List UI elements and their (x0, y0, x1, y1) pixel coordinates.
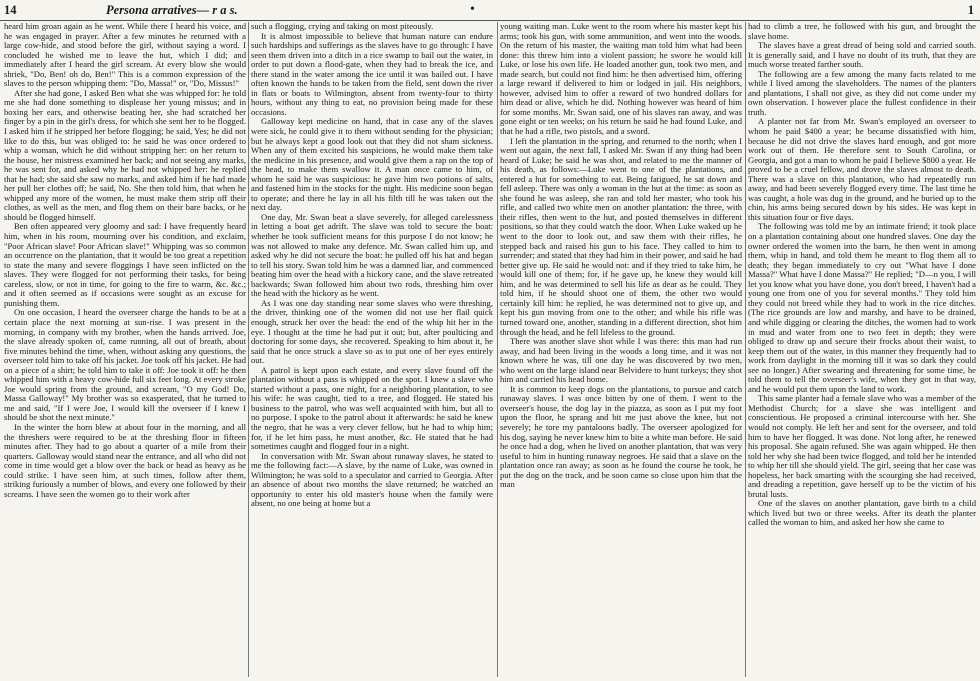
paragraph: The following are a few among the many facts related to me while I lived among the slaveholders. The names of the planters and plantations, I shall not give, as they did not come under my own observation. I however place the fullest confidence in their truth. (748, 68, 976, 117)
column-rule (248, 22, 249, 677)
paragraph: In the winter the horn blew at about four in the morning, and all the threshers were required to be at the threshing floor in fifteen minutes after. They had to go about a quarter of a mile from their quarters. Galloway would stand near the entrance, and all who did not come in time would get a blow over the back or head as heavy as he could strike. I have seen him, at such times, follow after them, striking furiously a number of blows, and every one followed by their screams. I have seen the women go to their work after (4, 421, 246, 499)
paragraph: It is common to keep dogs on the plantations, to pursue and catch runaway slaves. I was once bitten by one of them. I went to the overseer's house, the dog lay in the piazza, as soon as I put my foot upon the floor, he sprang and bit me just above the knee, but not severely; he tore my pantaloons badly. The overseer apologized for his dog, saying he never knew him to bite a white man before. He said he once had a dog, when he lived on another plantation, that was very useful to him in hunting runaway negroes. He said that a slave on the plantation once ran away; as soon as he found the course he took, he put the dog on the track, and he soon came so close upon him that the man (500, 383, 742, 490)
running-title: Persona arratives— r a s. (106, 3, 238, 17)
paragraph: On one occasion, I heard the overseer charge the hands to be at a certain place the next morning at sun-rise. I was present in the morning, in company with my brother, when the hands arrived. Joe, the slave already spoken of, came running, all out of breath, about five minutes behind the time, when, without asking any questions, the overseer told him to take off his jacket. Joe took off his jacket. He had on a piece of a shirt; he told him to take it off: Joe took it off: he then whipped him with a heavy cow-hide full six feet long. At every stroke Joe would spring from the ground, and scream, "O my God! Do, Massa Galloway!" My brother was so exasperated, that he turned to me and said, "If I were Joe, I would kill the overseer if I knew I should be shot the next minute." (4, 307, 246, 423)
paragraph: A planter not far from Mr. Swan's employed an overseer to whom he paid $400 a year; he became dissatisfied with him, because he did not drive the slaves hard enough, and got more work out of them. He therefore sent to South Carolina, or Georgia, and got a man to whom he paid I believe $800 a year. He proved to be a cruel fellow, and drove the slaves almost to death. There was a slave on this plantation, who had repeatedly run away, and had been severely flogged every time. The last time he was caught, a hole was dug in the ground, and he buried up to the chin, his arms being secured down by his sides. He was kept in this situation four or five days. (748, 116, 976, 222)
column-rule (497, 22, 498, 677)
header-right-number: 1 (967, 3, 974, 17)
paragraph: There was another slave shot while I was there: this man had run away, and had been living in the woods a long time, and it was not known where he was, till one day he was discovered by two men, who went on the large island near Belvidere to hunt turkeys; they shot him and carried his head home. (500, 336, 742, 385)
paragraph: such a flogging, crying and taking on most piteously. (251, 22, 434, 31)
paragraph: I left the plantation in the spring, and returned to the north; when I went out again, the next fall, I asked Mr. Swan if any thing had been heard of Luke; he said he was shot, and related to me the manner of his death, as follows:—Luke went to one of the plantations, and entered a hut for something to eat. Being fatigued, he sat down and fell asleep. There was only a woman in the hut at the time: as soon as she found he was asleep, she ran and told her master, who took his rifle, and called two white men on another plantation: the three, with their rifles, then went to the hut, and posted themselves in different positions, so that they could watch the door. When Luke waked up he went to the door to look out, and saw them with their rifles, he stepped back and raised his gun to his face. They called to him to surrender; and stated that they had him in their power, and said he had better give up. He said he would not: and if they tried to take him, he would kill one of them; for, if he gave up, he knew they would kill him, and he was determined to sell his life as dear as he could. They told him, if he should shoot one of them, the other two would certainly kill him: he replied, he was determined not to give up, and kept his gun moving from one to the other; and while his rifle was turned toward one, another, standing in a different direction, shot him through the head, and he fell lifeless to the ground. (500, 135, 742, 337)
paragraph: Galloway kept medicine on hand, that in case any of the slaves were sick, he could give it to them without sending for the physician; but he always kept a good look out that they did not sham sickness. When any of them excited his suspicions, he would make them take the medicine in his presence, and would give them a rap on the top of the head, to make them swallow it. A man once came to him, of whom he said he was suspicious: he gave him two potions of salts, and fastened him in the stocks for the night. His medicine soon began to operate; and there he lay in all his filth till he was taken out the next day. (251, 116, 493, 213)
page-number: 14 (4, 3, 17, 17)
header-mark: • (470, 2, 475, 17)
paragraph: As I was one day standing near some slaves who were threshing, the driver, thinking one of the women did not use her flail quick enough, struck her over the head: the end of the whip hit her in the eye. I thought at the time he had put it out; but, after poulticing and doctoring for some days, she recovered. Speaking to him about it, he said that he once struck a slave so as to put one of her eyes entirely out. (251, 297, 493, 366)
text-column-1 (4, 22, 246, 677)
text-column-2 (251, 22, 493, 677)
paragraph: heard him groan again as he went. While there I heard his voice, and he was engaged in prayer. After a few minutes he returned with a large cow-hide, and stood before the girl, without saying a word. I concluded he wished me to leave the hut, which I did; and immediately after I heard the girl scream. At every blow she would shriek, "Do, Ben! oh do, Ben!" This is a common expression of the slaves to the person whipping them: "Do, Massa!" or, "Do, Missus!" (4, 22, 246, 89)
paragraph: Ben often appeared very gloomy and sad: I have frequently heard him, when in his room, mourning over his condition, and exclaim, "Poor African slave! Poor African slave!" Whipping was so common an occurrence on the plantation, that it would be too great a repetition to state the many and severe floggings I have seen inflicted on the slaves. They were flogged for not performing their tasks, for being careless, slow, or not in time, for going to the fire to warm, &c. &c.; and it often seemed as if occasions were sought as an excuse for punishing them. (4, 221, 246, 308)
text-column-3 (500, 22, 742, 677)
paragraph: One day, Mr. Swan beat a slave severely, for alleged carelessness in letting a boat get adrift. The slave was told to secure the boat: whether he took sufficient means for this purpose I do not know; he was not allowed to make any defence. Mr. Swan called him up, and asked why he did not secure the boat: he pulled off his hat and began to tell his story. Swan told him he was a damned liar, and commenced beating him over the head with a hickory cane, and the slave retreated backwards; Swan followed him about two rods, threshing him over the head with the hickory as he went. (251, 211, 493, 299)
column-rule (745, 22, 746, 677)
paragraph: This same planter had a female slave who was a member of the Methodist Church; for a slave she was intelligent and conscientious. He proposed a criminal intercourse with her. She would not comply. He left her and sent for the overseer, and told him to have her flogged. It was done. Not long after, he renewed his proposal. She again refused. She was again whipped. He then told her why she had been twice flogged, and told her he intended to whip her till she should yield. The girl, seeing that her case was hopeless, her back smarting with the scourging she had received, and dreading a repetition, gave herself up to be the victim of his brutal lusts. (748, 393, 976, 499)
paragraph: The slaves have a great dread of being sold and carried south. It is generally said, and I have no doubt of its truth, that they are much worse treated farther south. (748, 40, 976, 70)
paragraph: young waiting man. Luke went to the room where his master kept his arms; took his gun, with some ammunition, and went into the woods. On the return of his master, the waiting man told him what had been done: this threw him into a violent passion; he swore he would kill Luke, or lose his own life. He loaded another gun, took two men, and made search, but could not find him: he then advertised him, offering a large reward if delivered to him or lodged in jail. His neighbors, however, advised him to offer a reward of two hundred dollars for him dead or alive, which he did. Nothing however was heard of him for some months. Mr. Swan said, one of his slaves ran away, and was gone eight or ten weeks; on his return he said he had found Luke, and that he had a rifle, two pistols, and a sword. (500, 22, 742, 137)
paragraph: A patrol is kept upon each estate, and every slave found off the plantation without a pass is whipped on the spot. I knew a slave who started without a pass, one night, for a neighboring plantation, to see his wife: he was caught, tied to a tree, and flogged. He stated his business to the patrol, who was well acquainted with him, but all to no purpose. I spoke to the patrol about it afterwards: he said he knew the negro, that he was a very clever fellow, but he had to whip him; for, if he let him pass, he must another, &c. He stated that he had sometimes caught and flogged four in a night. (251, 364, 493, 452)
paragraph: One of the slaves on another plantation, gave birth to a child which lived but two or three weeks. After its death the planter called the woman to him, and asked her how she came to (748, 498, 976, 528)
paragraph: In conversation with Mr. Swan about runaway slaves, he stated to me the following fact:—A slave, by the name of Luke, was owned in Wilmington; he was sold to a speculator and carried to Georgia. After an absence of about two months the slave returned; he watched an opportunity to enter his old master's house when the family were absent, no one being at home but a (251, 450, 493, 509)
page-header (0, 0, 980, 21)
paragraph: The following was told me by an intimate friend; it took place on a plantation containing about one hundred slaves. One day the owner ordered the women into the barn, he then went in among them, whip in hand, and told them he meant to flog them all to death; they began immediately to cry out "What have I done Massa?" What have I done Massa?" He replied; "D—n you, I will let you know what you have done, you don't breed, I haven't had a young one from one of you for several months." They told him they could not breed while they had to work in the rice ditches. (The rice grounds are low and marshy, and have to be drained, and while digging or clearing the ditches, the women had to work in mud and water from one to two feet in depth; they were obliged to draw up and secure their frocks about their waist, to keep them out of the water, in this manner they frequently had to work from daylight in the morning till it was so dark they could see no longer.) After swearing and threatening for some time, he told them to tell the overseer's wife, when they got in that way, and he would put them upon the land to work. (748, 221, 976, 394)
paragraph: had to climb a tree, he followed with his gun, and brought the slave home. (748, 22, 976, 41)
text-column-4 (748, 22, 976, 677)
paragraph: After she had gone, I asked Ben what she was whipped for: he told me she had done something to displease her young missus; and in boxing her ears, and otherwise beating her, she had scratched her finger by a pin in the girl's dress, for which she sent her to be flogged. I asked him if he stripped her before flogging; he said, Yes; he did not like to do this, but was obliged to: he said he was once ordered to whip a woman, which he did without stripping her: on her return to the house, her mistress examined her back; and not seeing any marks, he was sent for, and asked why he had not whipped her: he replied that he had; she said she saw no marks, and asked him if he had made her pull her clothes off; he said, No. She then told him, that when he whipped any more of the women, he must make them strip off their clothes, as well as the men, and flog them on their bare backs, or he should be flogged himself. (4, 87, 246, 222)
paragraph: It is almost impossible to believe that human nature can endure such hardships and sufferings as the slaves have to go through: I have seen them driven into a ditch in a rice swamp to bail out the water, in order to put down a flood-gate, when they had to break the ice, and there stand in the water among the ice until it was bailed out. I have often known the hands to be taken from the field, sent down the river in flats or boats to Wilmington, absent from twenty-four to thirty hours, without any thing to eat, no provision being made for these occasions. (251, 30, 493, 117)
